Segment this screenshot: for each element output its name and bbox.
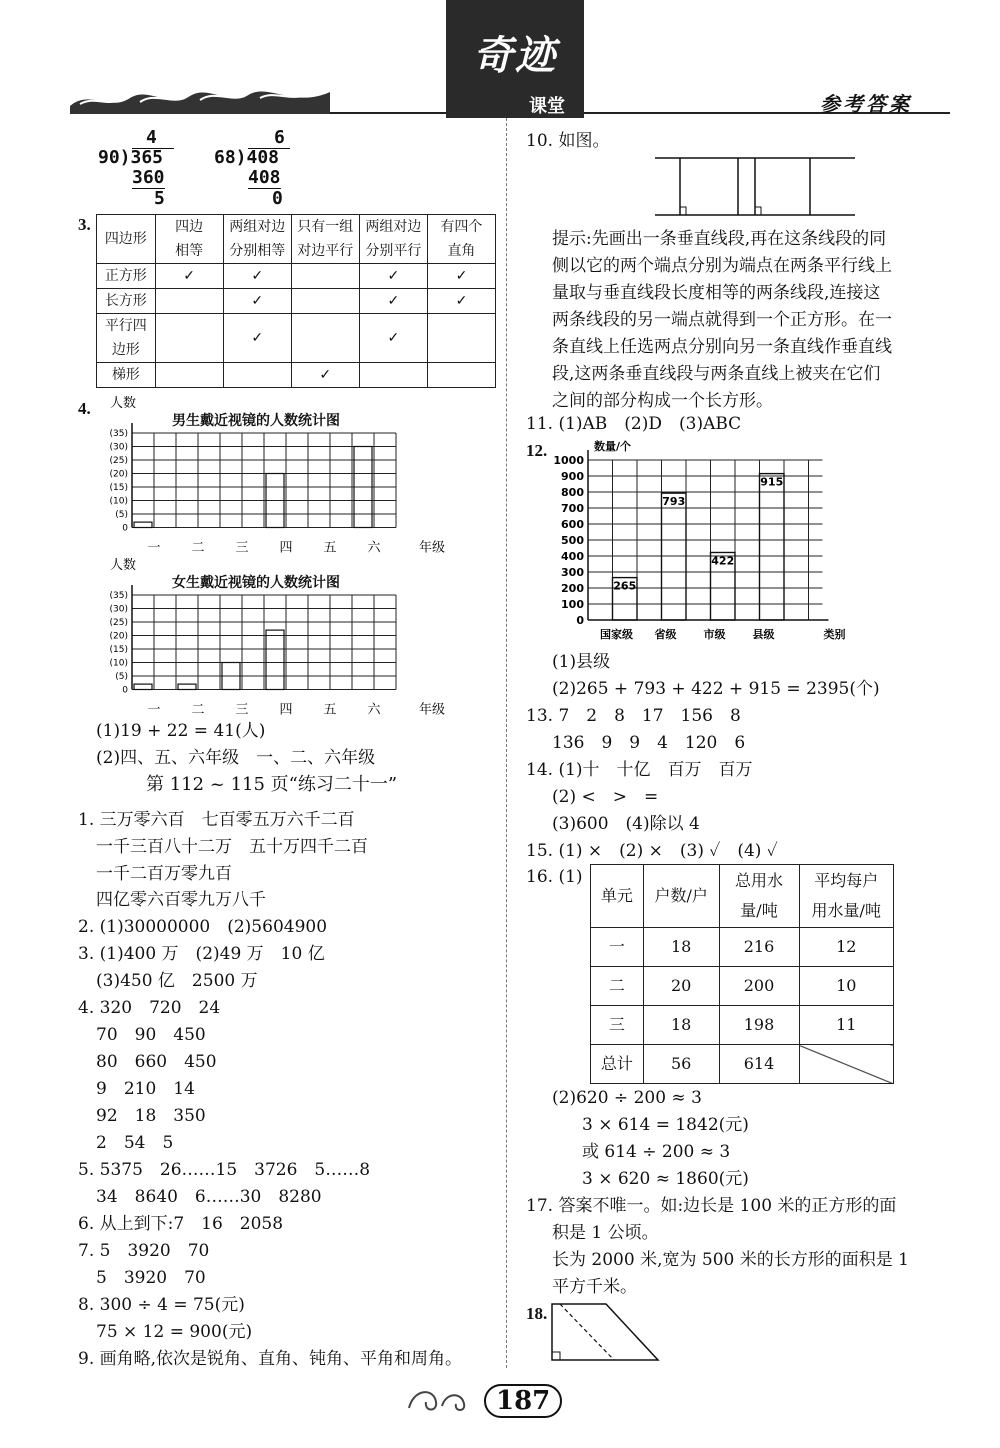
water-cell: 12 <box>799 928 894 967</box>
table-row <box>591 1006 894 1045</box>
right-q14-line-1: 14. (1)十 十亿 百万 百万 <box>526 760 753 780</box>
boys-ytick: (30) <box>109 442 128 453</box>
awards-ylabel: 数量/个 <box>594 440 632 453</box>
right-q11: 11. (1)AB (2)D (3)ABC <box>526 414 742 434</box>
q10-hint-1: 提示:先画出一条垂直线段,再在这条线段的同 <box>552 229 887 249</box>
q10-hint-6: 段,这两条垂直线段与两条直线上被夹在它们 <box>552 364 881 384</box>
left-q5-line-1: 5. 5375 26……15 3726 5……8 <box>78 1160 371 1180</box>
water-cell: 11 <box>799 1006 894 1045</box>
table-row <box>97 289 496 314</box>
quadrilateral-property-table <box>96 214 496 388</box>
awards-ytick: 400 <box>561 550 584 563</box>
awards-xtick: 省级 <box>654 628 677 641</box>
girls-bar <box>266 630 284 689</box>
division-2 <box>214 128 294 208</box>
awards-bar <box>760 474 785 620</box>
left-q4-line-5: 92 18 350 <box>96 1106 206 1126</box>
awards-ytick: 500 <box>561 534 584 547</box>
awards-xtick: 国家级 <box>600 628 633 641</box>
girls-bar <box>134 684 152 689</box>
right-q10: 10. 如图。 <box>526 131 610 151</box>
quad-header-2: 两组对边 分别相等 <box>223 215 291 264</box>
water-usage-table <box>590 864 894 1084</box>
awards-ytick: 100 <box>561 598 584 611</box>
division-1 <box>98 128 178 208</box>
awards-value-label: 793 <box>662 495 686 509</box>
water-cell: 20 <box>643 967 719 1006</box>
awards-value-label: 265 <box>613 579 637 593</box>
boys-ytick: (25) <box>109 456 128 466</box>
right-q17-line-3: 长为 2000 米,宽为 500 米的长方形的面积是 1 <box>552 1250 909 1270</box>
awards-value-label: 915 <box>760 475 784 489</box>
girls-ytick: (10) <box>109 658 128 669</box>
left-q8-line-2: 75 × 12 = 900(元) <box>96 1322 253 1342</box>
division-1-bar <box>132 148 174 149</box>
awards-xtick: 县级 <box>752 628 775 641</box>
left-q8-line-1: 8. 300 ÷ 4 = 75(元) <box>78 1295 245 1315</box>
quad-cell: ✓ <box>359 289 427 314</box>
left-q2: 2. (1)30000000 (2)5604900 <box>78 917 328 937</box>
boys-xtick: 三 <box>235 540 249 555</box>
water-cell: 三 <box>591 1006 644 1045</box>
boys-ytick: (20) <box>109 469 128 480</box>
left-q7-line-2: 5 3920 70 <box>96 1268 206 1288</box>
awards-ytick: 800 <box>561 486 584 499</box>
awards-ytick: 900 <box>561 470 584 483</box>
awards-ytick: 1000 <box>553 454 584 467</box>
girls-bar <box>178 684 196 689</box>
left-q9: 9. 画角略,依次是锐角、直角、钝角、平角和周角。 <box>78 1349 463 1369</box>
table-row <box>591 928 894 967</box>
q16-answer-1: (2)620 ÷ 200 ≈ 3 <box>552 1088 702 1108</box>
division-2-product: 408 <box>248 167 281 188</box>
awards-ytick: 600 <box>561 518 584 531</box>
awards-xlabel: 类别 <box>823 628 846 641</box>
right-q13-line-2: 136 9 9 4 120 6 <box>552 733 746 753</box>
left-q3-line-2: (3)450 亿 2500 万 <box>96 971 258 991</box>
awards-ytick: 0 <box>576 614 584 627</box>
water-cell: 56 <box>643 1045 719 1084</box>
awards-ytick: 300 <box>561 566 584 579</box>
boys-xtick: 一 <box>147 540 161 555</box>
q16-answer-4: 3 × 620 ≈ 1860(元) <box>582 1169 749 1189</box>
brand-logo-text: 奇迹 <box>473 32 557 79</box>
table-row <box>591 1045 894 1084</box>
water-cell: 总计 <box>591 1045 644 1084</box>
quad-header-4: 两组对边 分别平行 <box>359 215 427 264</box>
water-cell: 二 <box>591 967 644 1006</box>
left-q3-line-1: 3. (1)400 万 (2)49 万 10 亿 <box>78 944 325 964</box>
quad-cell <box>291 264 359 289</box>
quad-cell: ✓ <box>223 264 291 289</box>
chart-girls <box>100 557 450 717</box>
water-header-0: 单元 <box>591 865 644 928</box>
q18-number: 18. <box>526 1304 548 1323</box>
left-q1-line-4: 四亿零六百零九万八千 <box>96 890 266 910</box>
boys-xtick: 二 <box>191 540 205 555</box>
quad-cell <box>155 289 223 314</box>
table-row <box>97 314 496 363</box>
chart-boys-title: 男生戴近视镜的人数统计图 <box>172 413 340 429</box>
q10-hint-7: 之间的部分构成一个长方形。 <box>552 391 773 411</box>
header-cloud-ornament <box>70 84 330 114</box>
girls-xtick: 二 <box>191 702 205 717</box>
left-q4-line-6: 2 54 5 <box>96 1133 174 1153</box>
water-cell: 一 <box>591 928 644 967</box>
left-q4-line-2: 70 90 450 <box>96 1025 206 1045</box>
chart-boys <box>100 395 450 555</box>
division-2-bar <box>248 148 290 149</box>
water-cell: 198 <box>719 1006 799 1045</box>
boys-ytick: (10) <box>109 496 128 507</box>
division-1-quotient: 4 <box>146 127 157 148</box>
quad-cell <box>291 314 359 363</box>
boys-ytick: 0 <box>122 523 128 534</box>
right-q14-line-3: (3)600 (4)除以 4 <box>552 814 700 834</box>
boys-xtick: 五 <box>323 540 337 555</box>
chart-girls-title: 女生戴近视镜的人数统计图 <box>172 575 340 591</box>
water-cell <box>799 1045 894 1084</box>
left-q7-line-1: 7. 5 3920 70 <box>78 1241 210 1261</box>
water-cell: 200 <box>719 967 799 1006</box>
division-1-dividend: 90)365 <box>98 147 164 168</box>
left-q4-line-1: 4. 320 720 24 <box>78 998 221 1018</box>
q16-answer-2: 3 × 614 = 1842(元) <box>582 1115 749 1135</box>
awards-bar <box>662 493 687 620</box>
q18-trapezoid-figure <box>546 1298 666 1368</box>
quad-cell <box>155 363 223 388</box>
quad-cell <box>427 314 495 363</box>
q16-answer-3: 或 614 ÷ 200 ≈ 3 <box>582 1142 731 1162</box>
left-q1-line-1: 1. 三万零六百 七百零五万六千二百 <box>78 810 355 830</box>
quad-cell <box>291 289 359 314</box>
girls-ytick: (5) <box>115 672 128 682</box>
boys-ytick: (15) <box>109 483 128 493</box>
q10-hint-3: 量取与垂直线段长度相等的两条线段,连接这 <box>552 283 881 303</box>
boys-bar <box>134 522 152 527</box>
left-q1-line-3: 一千二百万零九百 <box>96 864 232 884</box>
division-1-product: 360 <box>132 167 165 188</box>
quad-row-name: 长方形 <box>97 289 156 314</box>
q10-figure <box>650 150 860 220</box>
boys-xtick: 六 <box>367 540 381 555</box>
brand-logo-subtext: 课堂 <box>529 96 565 117</box>
water-header-1: 户数/户 <box>643 865 719 928</box>
boys-ylabel: 人数 <box>110 396 137 411</box>
water-cell: 18 <box>643 928 719 967</box>
quad-header-3: 只有一组 对边平行 <box>291 215 359 264</box>
right-q13-line-1: 13. 7 2 8 17 156 8 <box>526 706 741 726</box>
awards-xtick: 市级 <box>703 628 726 641</box>
left-q4-line-4: 9 210 14 <box>96 1079 195 1099</box>
water-cell: 10 <box>799 967 894 1006</box>
water-cell: 216 <box>719 928 799 967</box>
girls-ytick: (20) <box>109 631 128 642</box>
water-header-3: 平均每户 用水量/吨 <box>799 865 894 928</box>
left-q4-line-3: 80 660 450 <box>96 1052 217 1072</box>
quad-cell: ✓ <box>427 264 495 289</box>
column-divider <box>506 118 507 1368</box>
quad-cell <box>223 363 291 388</box>
quad-cell: ✓ <box>155 264 223 289</box>
girls-xtick: 五 <box>323 702 337 717</box>
girls-ytick: (25) <box>109 618 128 628</box>
section-title: 第 112 ~ 115 页“练习二十一” <box>146 774 398 795</box>
division-2-dividend: 68)408 <box>214 147 280 168</box>
quad-cell <box>359 363 427 388</box>
girls-ytick: 0 <box>122 685 128 696</box>
boys-xlabel: 年级 <box>418 540 446 555</box>
quad-cell: ✓ <box>359 314 427 363</box>
girls-ytick: (15) <box>109 645 128 655</box>
quad-cell <box>155 314 223 363</box>
awards-value-label: 422 <box>711 554 735 568</box>
q3-number: 3. <box>78 215 91 234</box>
girls-ytick: (35) <box>109 591 128 601</box>
q16-number: 16. (1) <box>526 867 583 887</box>
girls-xlabel: 年级 <box>418 702 446 717</box>
quad-cell <box>427 363 495 388</box>
girls-xtick: 三 <box>235 702 249 717</box>
water-header-2: 总用水 量/吨 <box>719 865 799 928</box>
quad-header-0: 四边形 <box>97 215 156 264</box>
q10-hint-5: 条直线上任选两点分别向另一条直线作垂直线 <box>552 337 892 357</box>
left-q6: 6. 从上到下:7 16 2058 <box>78 1214 284 1234</box>
quad-row-name: 正方形 <box>97 264 156 289</box>
water-cell: 614 <box>719 1045 799 1084</box>
right-q14-line-2: (2) < > = <box>552 787 659 807</box>
right-q17-line-4: 平方千米。 <box>552 1277 637 1297</box>
quad-cell: ✓ <box>427 289 495 314</box>
boys-ytick: (5) <box>115 510 128 520</box>
page-number: 187 <box>484 1384 562 1418</box>
quad-cell: ✓ <box>223 314 291 363</box>
q12-answer-2: (2)265 + 793 + 422 + 915 = 2395(个) <box>552 679 880 699</box>
quad-cell: ✓ <box>223 289 291 314</box>
table-row <box>591 967 894 1006</box>
quad-cell: ✓ <box>359 264 427 289</box>
awards-ytick: 700 <box>561 502 584 515</box>
division-2-remainder: 0 <box>272 188 283 209</box>
girls-xtick: 四 <box>279 702 293 717</box>
right-q15: 15. (1) × (2) × (3) ✓ (4) ✓ <box>526 841 778 861</box>
footer-swirl-ornament <box>404 1378 484 1418</box>
girls-ylabel: 人数 <box>110 558 137 573</box>
boys-xtick: 四 <box>279 540 293 555</box>
right-q17-line-2: 积是 1 公顷。 <box>552 1223 659 1243</box>
q12-answer-1: (1)县级 <box>552 652 611 672</box>
quad-cell: ✓ <box>291 363 359 388</box>
quad-row-name: 平行四 边形 <box>97 314 156 363</box>
left-q1-line-2: 一千三百八十二万 五十万四千二百 <box>96 837 368 857</box>
quad-row-name: 梯形 <box>97 363 156 388</box>
q4-answer-1: (1)19 + 22 = 41(人) <box>96 721 266 741</box>
table-row <box>97 363 496 388</box>
girls-xtick: 一 <box>147 702 161 717</box>
q4-answer-2: (2)四、五、六年级 一、二、六年级 <box>96 748 376 768</box>
girls-xtick: 六 <box>367 702 381 717</box>
answers-title: 参考答案 <box>820 92 912 116</box>
q12-number: 12. <box>526 441 548 460</box>
left-q5-line-2: 34 8640 6……30 8280 <box>96 1187 322 1207</box>
awards-ytick: 200 <box>561 582 584 595</box>
q10-hint-2: 侧以它的两个端点分别为端点在两条平行线上 <box>552 256 892 276</box>
table-row <box>97 264 496 289</box>
chart-awards <box>548 436 858 646</box>
q10-hint-4: 两条线段的另一端点就得到一个正方形。在一 <box>552 310 892 330</box>
quad-header-1: 四边 相等 <box>155 215 223 264</box>
division-2-quotient: 6 <box>274 127 285 148</box>
quad-header-5: 有四个 直角 <box>427 215 495 264</box>
boys-ytick: (35) <box>109 429 128 439</box>
water-cell: 18 <box>643 1006 719 1045</box>
division-1-remainder: 5 <box>154 188 165 209</box>
right-q17-line-1: 17. 答案不唯一。如:边长是 100 米的正方形的面 <box>526 1196 897 1216</box>
girls-ytick: (30) <box>109 604 128 615</box>
q4-number: 4. <box>78 399 91 418</box>
